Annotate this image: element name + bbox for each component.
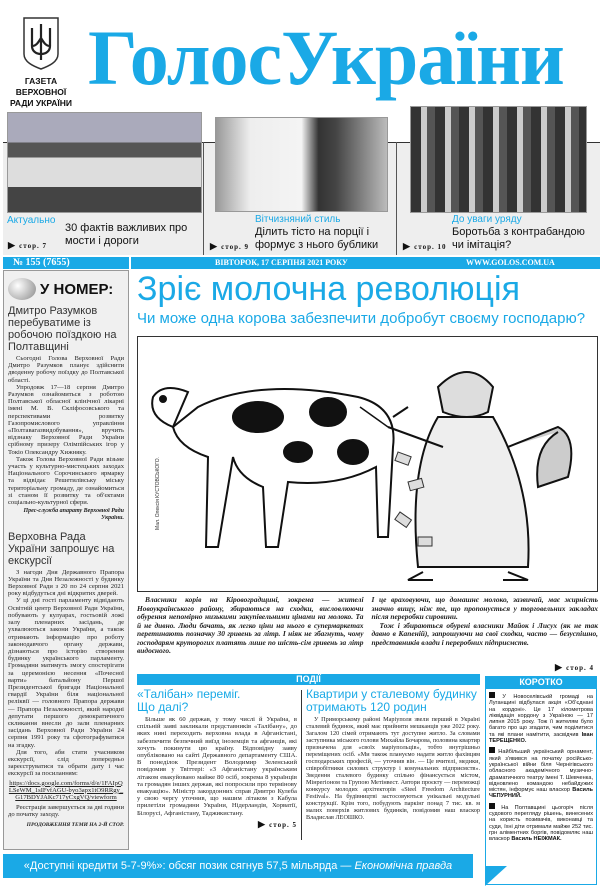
date-bar	[131, 257, 600, 269]
masthead-subtitle: ГАЗЕТА ВЕРХОВНОЇ РАДИ УКРАЇНИ	[9, 76, 73, 108]
page-ref[interactable]: ▶ стор. 7	[8, 240, 47, 251]
credit: Прес-служба апарату Верховної Ради України.	[23, 508, 124, 522]
news-title[interactable]: «Талібан» переміг. Що далі?	[137, 687, 241, 714]
brief-item: На Полтавщині цьогоріч після судового перегляду рішень, винесених на користь позивачів, виконавці та суди, їхні діти отримали майже 252 тис. грн аліментних боргів, повідомляє наш власкор Василь НЕІЖМАК.	[489, 804, 593, 843]
masthead-title[interactable]: ГолосУкраїни	[88, 14, 564, 101]
coat-of-arms-icon	[22, 16, 60, 70]
brief-item: Найбільший український орнамент, який з'явився на початку російсько-української війни біля Чернігівського обласного академічного музично-драматичного театру імені Т. Шевченка, відновлено командою небайдужих містян, інформує наш власкор Василь ЧЕПУРНИЙ.	[489, 749, 593, 800]
paragraph: Також Голова Верховної Ради візьме участь у культурно-мистецьких заходах Національного Сорочинського ярмарку та відвідає Решетилівську міську територіальну громаду, де ознайомиться зі станом її розвитку та об'єктами соціально-культурної сфери.	[8, 455, 124, 507]
teaser-kicker: До уваги уряду	[452, 214, 522, 225]
sidebar-heading: У НОМЕР:	[40, 280, 114, 298]
page-ref[interactable]: ▶ стор. 9	[210, 241, 249, 252]
lead-headline[interactable]: Зріє молочна революція	[137, 270, 520, 308]
page-ref[interactable]: ▶ стор. 5	[137, 819, 297, 830]
cow-drawing	[152, 388, 408, 547]
corner-fold	[485, 866, 507, 886]
globe-icon	[8, 278, 36, 300]
lead-page-ref[interactable]: ▶ стор. 4	[555, 662, 594, 673]
teaser-photo-bakery[interactable]	[215, 117, 388, 212]
paragraph: Сьогодні Голова Верховної Ради Дмитро Разумков планує здійснити дводенну робочу поїздку до Полтавської області.	[8, 355, 124, 384]
brief-item: У Новоселівській громаді на Луганщині відбулася акція «Об'єднані на кордоні». Це 17 кілометрова ліквідація кордону з Україною — 17 липня 2015 року. Тож її жителям було багато про що згадати, чим поділитися та які плани намітити, засвідчив Іван ТЕРЕЩЕНКО.	[489, 694, 593, 745]
website-link[interactable]: WWW.GOLOS.COM.UA	[466, 258, 555, 267]
registration-link[interactable]: https://docs.google.com/forms/d/e/1FAIpQLSeWM_1sIFvfAGU-byo3apx1tO9RRgy_G17BDYJAKc717yCxgVQ/viewform	[8, 779, 124, 801]
teaser-headline[interactable]: 30 фактів важливих про мости і дороги	[65, 222, 188, 247]
ticker-source: Економічна правда	[354, 860, 453, 872]
news-title[interactable]: Квартири у сталевому будинку отримають 120 родин	[306, 687, 477, 714]
teaser-photo-flag-bridge[interactable]	[7, 112, 202, 213]
paragraph: Для того, аби стати учасником екскурсії, слід попередньо зареєструватися та обрати дату і час екскурсії за посиланням:	[8, 748, 124, 778]
teaser-kicker: Актуально	[7, 215, 56, 226]
sidebar-article-body	[8, 569, 124, 829]
section-events: ПОДІЇ	[137, 674, 480, 685]
teaser-kicker: Вітчизняний стиль	[255, 214, 341, 225]
sidebar-article-body	[8, 355, 124, 523]
news-item[interactable]	[137, 688, 297, 830]
issue-number: № 155 (7655)	[3, 257, 129, 269]
lead-text	[137, 596, 598, 656]
paragraph: У ці дні гості парламенту відвідають Освітній центр Верховної Ради України, побувають у кулуарах, гостьовій ложі залу пленарних засідань, де ухвалюються закони України, а також отримають інформацію про роботу законодавчого органу держави, дізнаються про історію створення будинку українського парламенту. Громадяни матимуть змогу спостерігати за церемонією несення «Почесної варти» батальйону Першої Президентської бригади Національної гвардії України біля національної реліквії — головного Прапора держави — Прапора Незалежності, який народні депутати першого демократичного скликання внесли до зали пленарних засідань Верховної Ради України 24 серпня 1991 року та сфотографуватися на згадку.	[8, 597, 124, 749]
paragraph: Тож і збираються обурені власники Майок і Лисух (як не так давно в Капеній), запрошуючи на свої сходки, часто — безуспішно, представників влади і переробних підприємств.	[371, 620, 598, 647]
teaser-photo-group[interactable]	[410, 106, 587, 213]
sidebar-article-title[interactable]: Дмитро Разумков перебуватиме із робочою поїздкою на Полтавщині	[8, 305, 117, 353]
news-body: У Приморському районі Маріуполя звели перший в Україні сталевий будинок, який має прийняти мешканців уже 2022 року. Загалом 120 сімей отримають тут доступне житло. За словами заступника міського голови Михайла Бочарова, половина квартир призначена для «своїх маріупольців», тобто внутрішньо переміщених осіб. «Ми також плануємо надати житло фахівцям господарських професій, — уточнив він. — Це вчителі, медики, співробітники силових структур і комунальних підприємств». Зведення сталевого будинку спільно фінансується містом, Мінрегіоном та Групою Метінвест. Автори проєкту — переможці конкурсу молодих архітекторів «Steel Freedom Architecture Festival». На будівництві застосовуються унікальні модульні конструкції. Крім того, побудують паркінг понад 7 тис. кв. м малих поверхів житлових будинків, повідомив наш власкор Владислав ЛЕОШКО.	[306, 716, 480, 821]
paragraph: Реєстрація завершується за дві години до початку заходу.	[8, 804, 124, 819]
news-ticker[interactable]	[3, 854, 473, 878]
ticker-headline[interactable]: «Доступні кредити 5-7-9%»: обсяг позик сягнув 57,5 мільярда —	[23, 860, 355, 872]
sidebar-article-title[interactable]: Верховна Рада України запрошує на екскурсії	[8, 530, 115, 567]
paragraph: Упродовж 17—18 серпня Дмитро Разумков ознайомиться з роботою Полтавської обласної клінічної лікарні імені М. В. Скліфосовського та перспективами розвитку Газопромислового управління «Полтавагазвидобування», вручить відзнаку Верховної Ради України срібному призеру Олімпійських ігор у Токіо Олександру Хижняку.	[8, 383, 124, 456]
news-body: Більше як 60 держав, у тому числі й Україна, в спільній заяві закликали представників «Талібану», до яких нині переходить верховна влада в Афганістані, забезпечити безпечний виїзд іноземців та афганців, які хочуть покинути цю країну. Відповідну заяву опубліковано на сайті Державного департаменту США. В понеділок Президент Володимир Зеленський повідомив у Твіттері: «З Афганістану українським літаком евакуйовано майже 80 осіб, зокрема 8 українців та громадян інших держав, які попросили про термінову евакуацію». Міністр закордонних справ Дмитро Кулеба у свою чергу уточнив, що нашим літаком з Кабула прилетіли громадяни України, Нідерландів, Хорватії, Білорусі, Афганістану, Таджикистану.	[137, 716, 297, 817]
paragraph: І це враховуючи, що домашнє молоко, зазвичай, має жирність значно вищу, ніж те, що пропонується у торговельних закладах після переробки сировини.	[371, 595, 598, 621]
sidebar	[3, 270, 129, 850]
section-briefly: КОРОТКО	[485, 676, 597, 689]
cartoon-credit: Мал. Олексія КУСТОВСЬКОГО.	[155, 456, 161, 530]
teaser-headline[interactable]: Ділить тісто на порції і формує з нього бублики	[255, 226, 379, 251]
teaser-headline[interactable]: Боротьба з контрабандою чи імітація?	[452, 226, 585, 251]
news-item[interactable]	[306, 688, 480, 821]
paragraph: Власники корів на Кіровоградщині, зокрема — жителі Новоукраїнського району, збираються на сходки, висловлюючи обурення непомірно низькими закупівельними цінами на молоко. Та й не дивно. Люди бачать, як легко ціни на нього в супермаркетах перетинають позначку 30 гривень за літр. І ніяк не збагнуть, чому господарям круторогих платять лише по шість-сім гривень за літр видоєного.	[137, 595, 364, 655]
continuation-note[interactable]: ПРОДОВЖЕННЯ ТЕМИ НА 2-Й СТОР.	[26, 821, 124, 828]
lead-subhead: Чи може одна корова забезпечити добробут своєму господарю?	[137, 310, 586, 327]
cartoon-illustration	[137, 336, 598, 592]
issue-date: ВІВТОРОК, 17 СЕРПНЯ 2021 РОКУ	[215, 258, 348, 267]
briefly-box	[485, 689, 597, 885]
page-ref[interactable]: ▶ стор. 10	[403, 241, 447, 252]
paragraph: З нагоди Дня Державного Прапора України та Дня Незалежності у будинку Верховної Ради з 20 по 24 серпня 2021 року відбудуться дні відкритих дверей.	[8, 568, 124, 598]
